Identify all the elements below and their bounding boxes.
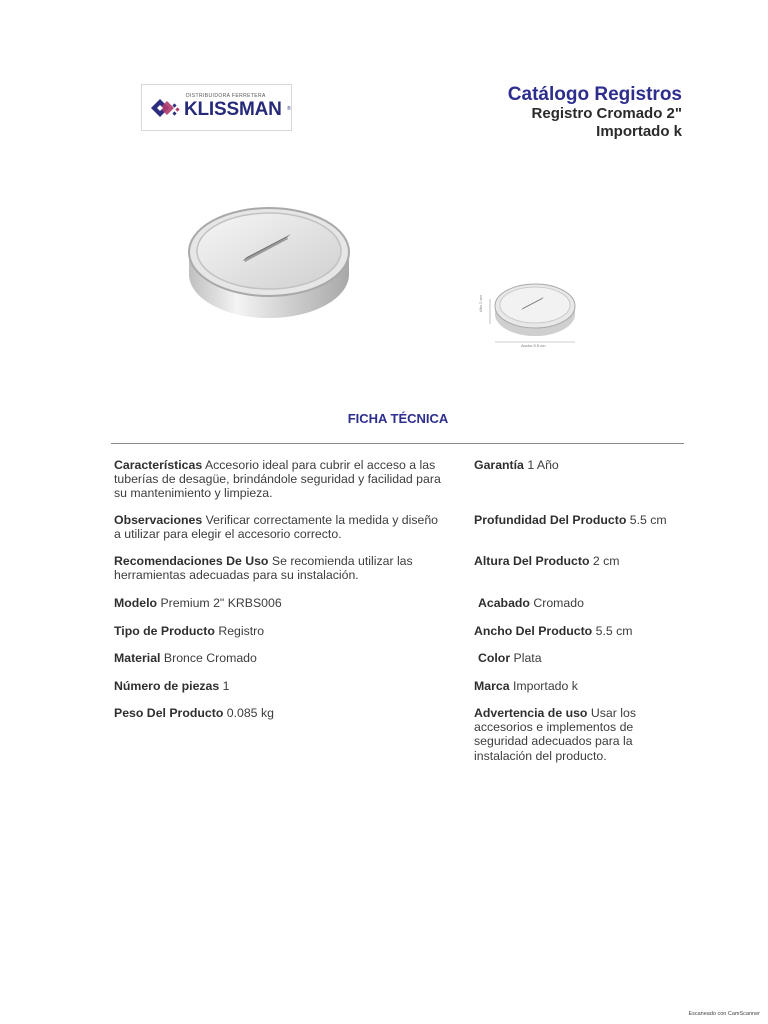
diamond-logo-icon	[147, 92, 183, 124]
field-value: Verificar correctamente la medida y diseño a utilizar para elegir el accesorio correcto.	[114, 513, 438, 542]
field-value: Bronce Cromado	[163, 651, 257, 665]
field-advertencia	[474, 706, 654, 763]
field-label: Advertencia de uso	[474, 706, 588, 720]
field-value: Accesorio ideal para cubrir el acceso a las tuberías de desagüe, brindándole seguridad y facilidad para su mantenimiento y limpieza.	[114, 458, 441, 501]
field-label: Número de piezas	[114, 679, 220, 693]
logo-wordmark: KLISSMAN	[184, 99, 282, 120]
field-label: Garantía	[474, 458, 524, 472]
field-label: Marca	[474, 679, 510, 693]
dimension-height-label: Alto 2 cm	[478, 295, 483, 312]
field-label: Color	[478, 651, 511, 665]
logo-trademark: ®	[287, 106, 291, 112]
field-label: Material	[114, 651, 161, 665]
section-divider	[111, 443, 684, 444]
product-title-line2: Importado k	[596, 123, 682, 140]
field-altura	[474, 554, 674, 568]
field-tipo-producto	[114, 624, 444, 638]
field-label: Características	[114, 458, 203, 472]
field-recomendaciones	[114, 554, 444, 582]
field-label: Profundidad Del Producto	[474, 513, 627, 527]
product-photo-dimensions	[484, 274, 580, 348]
field-label: Tipo de Producto	[114, 624, 215, 638]
field-value: 1 Año	[527, 458, 559, 472]
catalog-title: Catálogo Registros	[507, 84, 682, 105]
field-value: 5.5 cm	[629, 513, 667, 527]
field-value: Usar los accesorios e implementos de seguridad adecuados para la instalación del producto.	[474, 706, 636, 763]
field-profundidad	[474, 513, 674, 527]
dimension-width-label: Ancho 5.5 cm	[521, 343, 546, 348]
field-numero-piezas	[114, 679, 444, 693]
field-value: 0.085 kg	[226, 706, 274, 720]
field-peso	[114, 706, 444, 720]
product-photo-main	[184, 200, 354, 325]
field-garantia	[474, 458, 674, 472]
field-value: Plata	[513, 651, 542, 665]
field-label: Recomendaciones De Uso	[114, 554, 269, 568]
field-value: 5.5 cm	[595, 624, 633, 638]
field-label: Observaciones	[114, 513, 203, 527]
field-caracteristicas	[114, 458, 444, 501]
product-title-line1: Registro Cromado 2"	[531, 105, 682, 122]
field-modelo	[114, 596, 444, 610]
field-label: Modelo	[114, 596, 158, 610]
field-label: Acabado	[478, 596, 530, 610]
field-value: Se recomienda utilizar las herramientas adecuadas para su instalación.	[114, 554, 413, 583]
field-label: Peso Del Producto	[114, 706, 224, 720]
field-acabado	[478, 596, 678, 610]
field-value: Cromado	[533, 596, 584, 610]
field-label: Altura Del Producto	[474, 554, 590, 568]
field-marca	[474, 679, 674, 693]
field-value: 2 cm	[592, 554, 620, 568]
field-label: Ancho Del Producto	[474, 624, 593, 638]
field-ancho	[474, 624, 674, 638]
company-logo	[141, 84, 292, 131]
field-value: Registro	[218, 624, 265, 638]
field-material	[114, 651, 444, 665]
field-observaciones	[114, 513, 444, 541]
field-value: Premium 2" KRBS006	[160, 596, 282, 610]
field-color	[478, 651, 678, 665]
scanner-watermark: Escaneado con CamScanner	[688, 1011, 760, 1017]
logo-subtitle: DISTRIBUIDORA FERRETERA	[186, 93, 266, 99]
field-value: 1	[222, 679, 230, 693]
section-title: FICHA TÉCNICA	[347, 411, 449, 426]
field-value: Importado k	[512, 679, 578, 693]
